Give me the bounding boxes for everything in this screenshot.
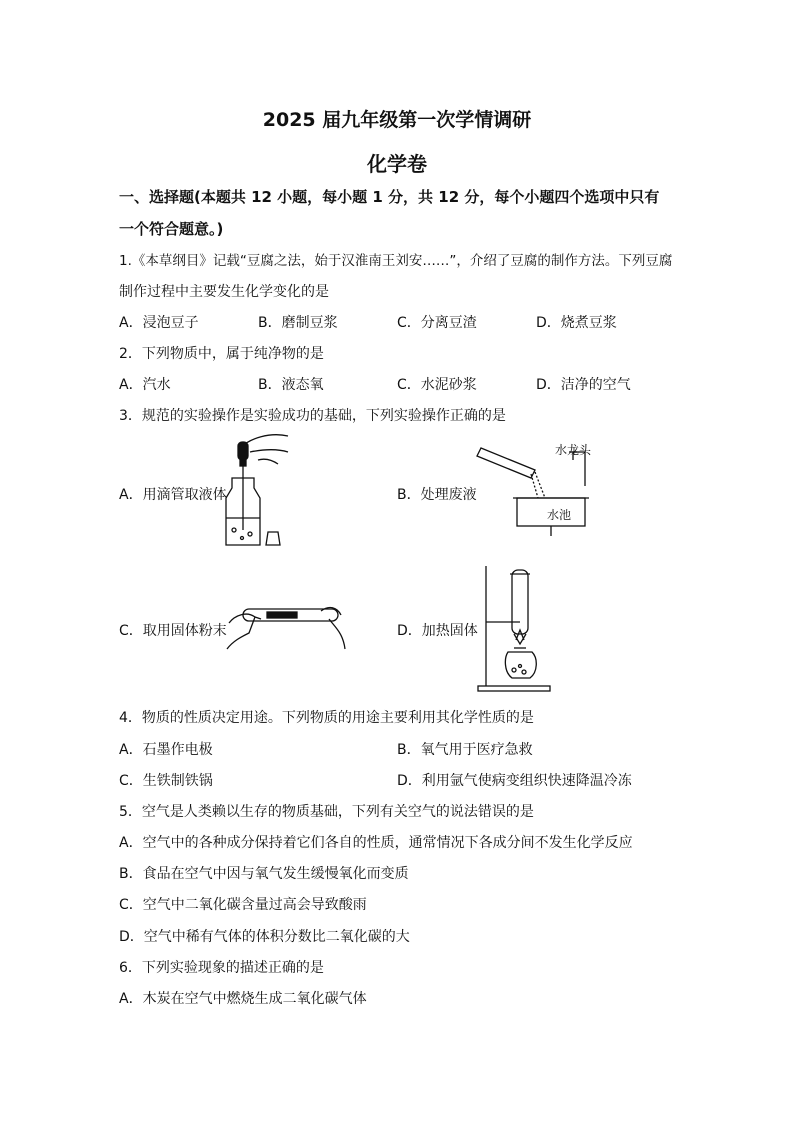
q1-option-c: C．分离豆渣 [397, 315, 477, 331]
q6-stem: 6．下列实验现象的描述正确的是 [119, 960, 324, 976]
exam-title: 2025 届九年级第一次学情调研 [262, 109, 532, 131]
q5-stem: 5．空气是人类赖以生存的物质基础，下列有关空气的说法错误的是 [119, 804, 534, 820]
q4-option-c: C．生铁制铁锅 [119, 773, 213, 789]
waste-liquid-sink-figure [473, 440, 603, 540]
q1-option-a: A．浸泡豆子 [119, 315, 199, 331]
q1-stem-line2: 制作过程中主要发生化学变化的是 [119, 284, 329, 300]
q4-stem: 4．物质的性质决定用途。下列物质的用途主要利用其化学性质的是 [119, 710, 534, 726]
faucet-label: 水龙头 [555, 443, 592, 457]
q5-option-c: C．空气中二氧化碳含量过高会导致酸雨 [119, 897, 367, 913]
test-tube-powder-figure [225, 593, 350, 653]
q2-option-c: C．水泥砂浆 [397, 377, 477, 393]
q5-option-d: D．空气中稀有气体的体积分数比二氧化碳的大 [119, 929, 410, 945]
q3-stem: 3．规范的实验操作是实验成功的基础，下列实验操作正确的是 [119, 408, 506, 424]
section-heading-line1: 一、选择题(本题共 12 小题，每小题 1 分，共 12 分，每个小题四个选项中只有 [119, 188, 660, 206]
q3-option-b: B．处理废液 [397, 487, 477, 503]
q3-option-d: D．加热固体 [397, 623, 478, 639]
q5-option-a: A．空气中的各种成分保持着它们各自的性质，通常情况下各成分间不发生化学反应 [119, 835, 633, 851]
heating-solid-figure [474, 562, 554, 694]
q1-option-b: B．磨制豆浆 [258, 315, 338, 331]
q3-option-a: A．用滴管取液体 [119, 487, 227, 503]
q5-option-b: B．食品在空气中因与氧气发生缓慢氧化而变质 [119, 866, 409, 882]
q6-option-a: A．木炭在空气中燃烧生成二氧化碳气体 [119, 991, 367, 1007]
q2-stem: 2．下列物质中，属于纯净物的是 [119, 346, 324, 362]
q1-option-d: D．烧煮豆浆 [536, 315, 617, 331]
q3-option-c: C．取用固体粉末 [119, 623, 227, 639]
q2-option-d: D．洁净的空气 [536, 377, 631, 393]
q2-option-b: B．液态氧 [258, 377, 324, 393]
dropper-bottle-figure [220, 430, 300, 555]
exam-subtitle: 化学卷 [367, 152, 427, 176]
q4-option-b: B．氧气用于医疗急救 [397, 742, 533, 758]
sink-label: 水池 [547, 508, 572, 522]
q4-option-d: D．利用氩气使病变组织快速降温冷冻 [397, 773, 632, 789]
q4-option-a: A．石墨作电极 [119, 742, 213, 758]
q2-option-a: A．汽水 [119, 377, 171, 393]
section-heading-line2: 一个符合题意。) [119, 220, 224, 238]
q1-stem-line1: 1.《本草纲目》记载“豆腐之法，始于汉淮南王刘安……”，介绍了豆腐的制作方法。下列豆腐 [119, 253, 673, 269]
